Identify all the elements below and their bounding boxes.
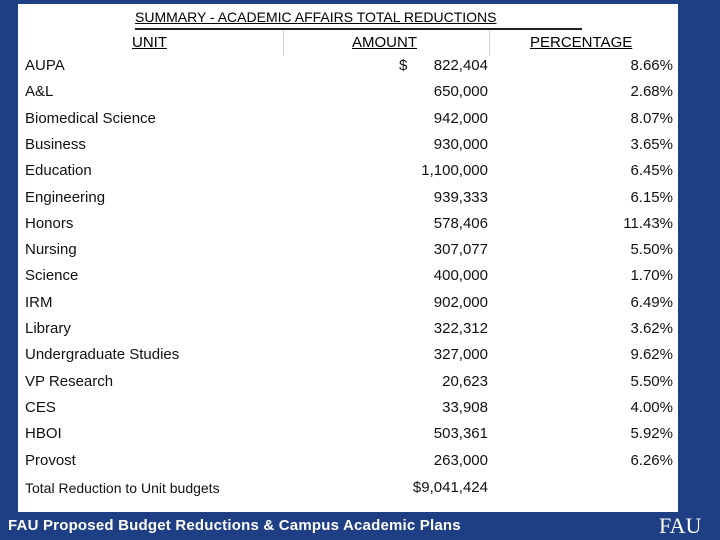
total-row — [18, 475, 678, 501]
footer-text: FAU Proposed Budget Reductions & Campus Academic Plans — [8, 517, 461, 534]
table-row — [18, 53, 678, 79]
table-row — [18, 342, 678, 368]
percentage-cell: 11.43% — [623, 214, 673, 232]
unit-cell: Honors — [25, 214, 74, 232]
amount-cell: 307,077 — [433, 241, 488, 259]
percentage-cell: 5.50% — [630, 372, 673, 390]
table-row — [18, 158, 678, 184]
amount-cell: 822,404 — [433, 57, 488, 74]
fau-logo: FAU — [659, 513, 702, 538]
percentage-cell: 2.68% — [630, 83, 673, 101]
table-row — [18, 132, 678, 158]
unit-cell: Library — [25, 320, 71, 337]
percentage-cell: 6.45% — [630, 162, 673, 180]
percentage-cell: 5.50% — [630, 241, 673, 259]
frame-right — [678, 0, 720, 512]
amount-cell: 902,000 — [433, 293, 488, 311]
unit-cell: CES — [25, 398, 56, 416]
total-amount: $9,041,424 — [412, 479, 488, 496]
percentage-cell: 1.70% — [630, 267, 673, 285]
amount-cell: 930,000 — [433, 135, 488, 153]
frame-left — [0, 0, 18, 512]
unit-cell: Science — [25, 267, 79, 285]
percentage-cell: 4.00% — [630, 398, 673, 416]
percentage-cell: 6.49% — [630, 293, 673, 311]
percentage-cell: 9.62% — [630, 346, 673, 364]
header-amount: AMOUNT — [352, 34, 417, 51]
unit-cell: HBOI — [25, 425, 62, 443]
percentage-cell: 8.07% — [630, 109, 673, 127]
amount-cell: 263,000 — [433, 451, 488, 469]
amount-cell: 578,406 — [433, 214, 488, 232]
table-row — [18, 395, 678, 421]
table-row — [18, 106, 678, 132]
footer-bar — [0, 512, 720, 540]
table-row — [18, 79, 678, 105]
amount-cell: 400,000 — [433, 267, 488, 285]
percentage-cell: 5.92% — [630, 425, 673, 443]
spreadsheet — [18, 4, 678, 512]
amount-cell: 939,333 — [433, 188, 488, 206]
unit-cell: Business — [25, 135, 86, 153]
amount-cell: 33,908 — [442, 398, 488, 416]
unit-cell: AUPA — [25, 57, 65, 74]
amount-cell: 327,000 — [433, 346, 488, 364]
table-row — [18, 185, 678, 211]
amount-cell: 20,623 — [442, 372, 488, 390]
amount-cell: 942,000 — [433, 109, 488, 127]
table-row — [18, 369, 678, 395]
percentage-cell: 6.15% — [630, 188, 673, 206]
amount-cell: 1,100,000 — [421, 162, 488, 180]
unit-cell: Undergraduate Studies — [25, 346, 180, 364]
unit-cell: Biomedical Science — [25, 109, 156, 127]
amount-cell: 503,361 — [433, 425, 488, 443]
table-row — [18, 211, 678, 237]
table-row — [18, 237, 678, 263]
unit-cell: Engineering — [25, 188, 106, 206]
table-row — [18, 263, 678, 289]
unit-cell: Provost — [25, 451, 76, 469]
table-row — [18, 421, 678, 447]
header-unit: UNIT — [132, 34, 167, 51]
table-title: SUMMARY - ACADEMIC AFFAIRS TOTAL REDUCTIONS — [135, 7, 582, 30]
table-row — [18, 290, 678, 316]
grid-line — [489, 28, 490, 56]
unit-cell: VP Research — [25, 372, 114, 390]
percentage-cell: 3.65% — [630, 135, 673, 153]
amount-cell: 650,000 — [433, 83, 488, 101]
header-percentage: PERCENTAGE — [530, 34, 633, 51]
percentage-cell: 3.62% — [630, 320, 673, 337]
table-row — [18, 448, 678, 474]
percentage-cell: 8.66% — [630, 57, 673, 74]
unit-cell: Education — [25, 162, 92, 180]
table-row — [18, 316, 678, 342]
unit-cell: A&L — [25, 83, 54, 101]
percentage-cell: 6.26% — [630, 451, 673, 469]
amount-cell: 322,312 — [433, 320, 488, 337]
grid-line — [283, 28, 284, 56]
unit-cell: IRM — [25, 293, 53, 311]
unit-cell: Nursing — [25, 241, 77, 259]
dollar-sign-cell: $ — [399, 57, 408, 74]
total-label: Total Reduction to Unit budgets — [25, 480, 220, 496]
